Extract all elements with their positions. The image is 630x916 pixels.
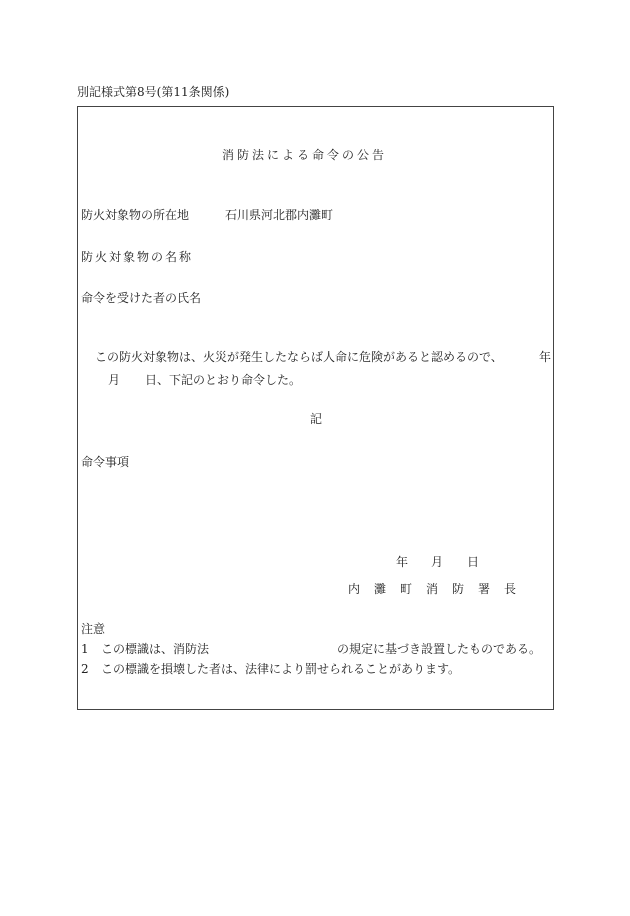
note-1-text-a: この標識は、消防法 <box>101 642 210 656</box>
note-2-number: 2 <box>81 662 89 676</box>
ki-heading: 記 <box>310 412 323 426</box>
body-day-text: 日、下記のとおり命令した。 <box>145 373 302 387</box>
note-1-text-b: の規定に基づき設置したものである。 <box>337 642 542 656</box>
location-value: 石川県河北郡内灘町 <box>225 208 334 222</box>
date-day: 日 <box>467 555 480 569</box>
notice-frame <box>77 106 554 710</box>
body-month: 月 <box>108 373 121 387</box>
date-year: 年 <box>396 555 409 569</box>
form-label: 別記様式第8号(第11条関係) <box>77 85 230 99</box>
body-line-1: この防火対象物は、火災が発生したならば人命に危険があると認めるので、 <box>95 350 503 364</box>
order-items-label: 命令事項 <box>81 455 130 469</box>
body-year: 年 <box>539 350 552 364</box>
location-label: 防火対象物の所在地 <box>81 208 190 222</box>
notice-title: 消防法による命令の公告 <box>222 148 388 162</box>
date-month: 月 <box>431 555 444 569</box>
recipient-name-label: 命令を受けた者の氏名 <box>81 291 202 305</box>
issuer-title: 内灘町消防署長 <box>348 582 531 596</box>
note-1-number: 1 <box>81 642 89 656</box>
object-name-label: 防火対象物の名称 <box>81 250 194 264</box>
note-2-text: この標識を損壊した者は、法律により罰せられることがあります。 <box>101 662 461 676</box>
notes-heading: 注意 <box>81 622 106 636</box>
